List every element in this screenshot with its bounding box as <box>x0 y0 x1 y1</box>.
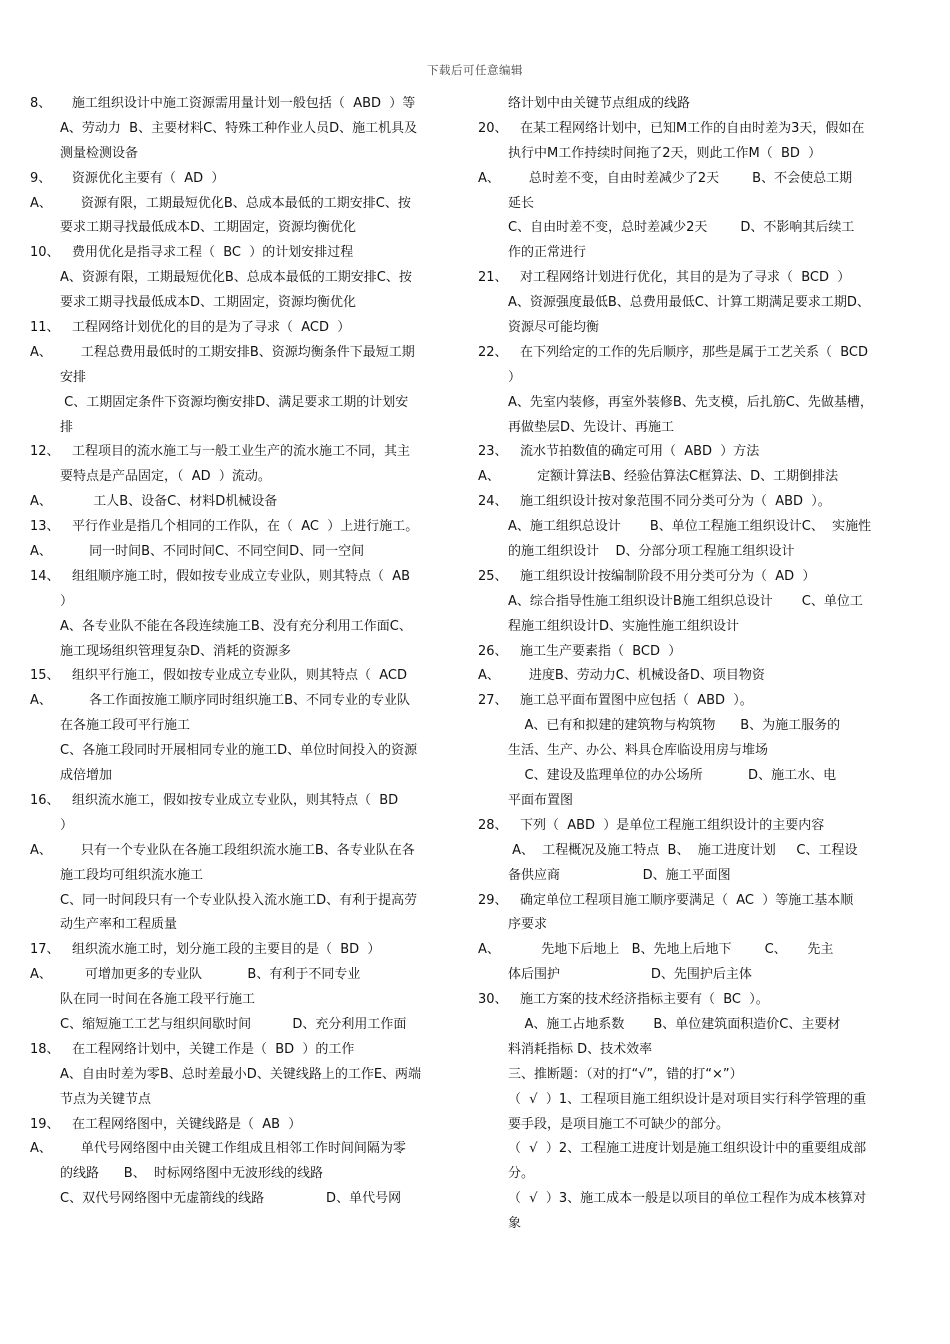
text-line: A、 同一时间B、不同时间C、不同空间D、同一空间 <box>30 544 365 560</box>
text-line: 20、 在某工程网络计划中，已知M工作的自由时差为3天，假如在 <box>478 120 865 136</box>
text-line: A、 总时差不变，自由时差减少了2天 B、不会使总工期 <box>478 170 853 186</box>
text-line: 29、 确定单位工程项目施工顺序要满足（ AC ）等施工基本顺 <box>478 892 854 908</box>
text-line: 备供应商 D、施工平面图 <box>508 867 731 883</box>
text-line: A、 只有一个专业队在各施工段组织流水施工B、各专业队在各 <box>30 842 415 858</box>
text-line: 要求工期寻找最低成本D、工期固定，资源均衡优化 <box>60 295 357 311</box>
text-line: A、先室内装修，再室外装修B、先支模，后扎筋C、先做基槽， <box>508 394 873 410</box>
text-line: A、 工人B、设备C、材料D机械设备 <box>30 494 278 510</box>
text-line: 生活、生产、办公、料具仓库临设用房与堆场 <box>508 743 769 759</box>
text-line: A、 进度B、劳动力C、机械设备D、项目物资 <box>478 668 765 684</box>
text-line: A、 定额计算法B、经验估算法C框算法、D、工期倒排法 <box>478 469 839 485</box>
text-line: 延长 <box>508 195 535 211</box>
text-line: A、各专业队不能在各段连续施工B、没有充分利用工作面C、 <box>60 618 412 634</box>
text-line: 象 <box>508 1216 522 1232</box>
text-line: C、建设及监理单位的办公场所 D、施工水、电 <box>508 768 837 784</box>
text-line: 再做垫层D、先设计、再施工 <box>508 419 675 435</box>
text-line: A、 先地下后地上 B、先地上后地下 C、 先主 <box>478 942 834 958</box>
text-line: 17、 组织流水施工时，划分施工段的主要目的是（ BD ） <box>30 942 381 958</box>
text-line: 安排 <box>60 369 87 385</box>
text-line: 体后围护 D、先围护后主体 <box>508 967 752 983</box>
text-line: （ √ ）1、工程项目施工组织设计是对项目实行科学管理的重 <box>508 1091 867 1107</box>
text-line: A、自由时差为零B、总时差最小D、关键线路上的工作E、两端 <box>60 1066 422 1082</box>
text-line: 26、 施工生产要素指（ BCD ） <box>478 643 682 659</box>
text-line: 平面布置图 <box>508 792 574 808</box>
text-line: 执行中M工作持续时间拖了2天，则此工作M（ BD ） <box>508 145 822 161</box>
text-line: 12、 工程项目的流水施工与一般工业生产的流水施工不同，其主 <box>30 444 410 460</box>
text-line: 13、 平行作业是指几个相同的工作队，在（ AC ）上进行施工。 <box>30 519 419 535</box>
text-line: 27、 施工总平面布置图中应包括（ ABD ）。 <box>478 693 753 709</box>
text-line: A、施工组织总设计 B、单位工程施工组织设计C、 实施性 <box>508 519 872 535</box>
text-line: C、双代号网络图中无虚箭线的线路 D、单代号网 <box>60 1191 402 1207</box>
text-line: 11、 工程网络计划优化的目的是为了寻求（ ACD ） <box>30 320 351 336</box>
text-line: 30、 施工方案的技术经济指标主要有（ BC ）。 <box>478 992 769 1008</box>
text-line: A、 单代号网络图中由关键工作组成且相邻工作时间间隔为零 <box>30 1141 406 1157</box>
text-line: 动生产率和工程质量 <box>60 917 178 933</box>
text-line: A、 各工作面按施工顺序同时组织施工B、不同专业的专业队 <box>30 693 411 709</box>
text-line: A、资源有限，工期最短优化B、总成本最低的工期安排C、按 <box>60 270 412 286</box>
text-line: 22、 在下列给定的工作的先后顺序，那些是属于工艺关系（ BCD <box>478 344 868 360</box>
left-column <box>30 92 440 1212</box>
text-line: 的线路 B、 时标网络图中无波形线的线路 <box>60 1166 323 1182</box>
text-line: 测量检测设备 <box>60 145 139 161</box>
text-line: 18、 在工程网络计划中，关键工作是（ BD ）的工作 <box>30 1041 355 1057</box>
text-line: 21、 对工程网络计划进行优化，其目的是为了寻求（ BCD ） <box>478 270 851 286</box>
text-line: C、各施工段同时开展相同专业的施工D、单位时间投入的资源 <box>60 743 418 759</box>
text-line: A、 工程概况及施工特点 B、 施工进度计划 C、工程设 <box>508 842 858 858</box>
text-line: 9、 资源优化主要有（ AD ） <box>30 170 225 186</box>
text-line: 23、 流水节拍数值的确定可用（ ABD ）方法 <box>478 444 760 460</box>
text-line: 14、 组组顺序施工时，假如按专业成立专业队，则其特点（ AB <box>30 568 411 584</box>
text-line: （ √ ）3、施工成本一般是以项目的单位工程作为成本核算对 <box>508 1191 867 1207</box>
text-line: 的施工组织设计 D、分部分项工程施工组织设计 <box>508 544 795 560</box>
text-line: ） <box>508 369 522 385</box>
text-line: 要求工期寻找最低成本D、工期固定，资源均衡优化 <box>60 220 357 236</box>
text-line: A、资源强度最低B、总费用最低C、计算工期满足要求工期D、 <box>508 295 870 311</box>
text-line: A、 资源有限，工期最短优化B、总成本最低的工期安排C、按 <box>30 195 411 211</box>
text-line: 要特点是产品固定，（ AD ）流动。 <box>60 469 271 485</box>
text-line: 成倍增加 <box>60 768 113 784</box>
text-line: 络计划中由关键节点组成的线路 <box>508 96 691 111</box>
text-line: ） <box>60 593 74 609</box>
text-line: C、工期固定条件下资源均衡安排D、满足要求工期的计划安 <box>60 394 409 410</box>
right-column <box>478 92 910 1237</box>
text-line: 8、 施工组织设计中施工资源需用量计划一般包括（ ABD ）等 <box>30 96 416 111</box>
text-line: 作的正常进行 <box>508 245 587 261</box>
text-line: 序要求 <box>508 917 548 933</box>
text-line: 程施工组织设计D、实施性施工组织设计 <box>508 618 740 634</box>
text-line: C、自由时差不变，总时差减少2天 D、不影响其后续工 <box>508 220 855 236</box>
text-line: （ √ ）2、工程施工进度计划是施工组织设计中的重要组成部 <box>508 1141 867 1157</box>
text-line: A、 工程总费用最低时的工期安排B、资源均衡条件下最短工期 <box>30 344 415 360</box>
text-line: 料消耗指标 D、技术效率 <box>508 1041 653 1057</box>
text-line: A、综合指导性施工组织设计B施工组织总设计 C、单位工 <box>508 593 863 609</box>
text-line: 排 <box>60 419 74 435</box>
text-line: 19、 在工程网络图中，关键线路是（ AB ） <box>30 1116 302 1132</box>
text-line: 16、 组织流水施工，假如按专业成立专业队，则其特点（ BD <box>30 792 399 808</box>
text-line: C、缩短施工工艺与组织间歇时间 D、充分利用工作面 <box>60 1016 407 1032</box>
text-line: 在各施工段可平行施工 <box>60 718 191 734</box>
text-line: 25、 施工组织设计按编制阶段不用分类可分为（ AD ） <box>478 568 816 584</box>
text-line: C、同一时间段只有一个专业队投入流水施工D、有利于提高劳 <box>60 892 418 908</box>
text-line: 施工现场组织管理复杂D、消耗的资源多 <box>60 643 292 659</box>
text-line: A、已有和拟建的建筑物与构筑物 B、为施工服务的 <box>508 718 841 734</box>
text-line: 10、 费用优化是指寻求工程（ BC ）的计划安排过程 <box>30 245 354 261</box>
text-line: 队在同一时间在各施工段平行施工 <box>60 992 256 1008</box>
text-line: A、 可增加更多的专业队 B、有利于不同专业 <box>30 967 361 983</box>
text-line: 节点为关键节点 <box>60 1091 152 1107</box>
text-line: 要手段，是项目施工不可缺少的部分。 <box>508 1116 730 1132</box>
text-line: 资源尽可能均衡 <box>508 320 600 336</box>
text-line: 三、推断题：（对的打“√”，错的打“×”） <box>508 1066 743 1082</box>
text-line: 15、 组织平行施工，假如按专业成立专业队，则其特点（ ACD <box>30 668 407 684</box>
text-line: 分。 <box>508 1166 535 1182</box>
text-line: 28、 下列（ ABD ）是单位工程施工组织设计的主要内容 <box>478 817 825 833</box>
text-line: A、劳动力 B、主要材料C、特殊工种作业人员D、施工机具及 <box>60 120 418 136</box>
page-header: 下载后可任意编辑 <box>427 63 523 77</box>
text-line: 24、 施工组织设计按对象范围不同分类可分为（ ABD ）。 <box>478 494 831 510</box>
text-line: A、施工占地系数 B、单位建筑面积造价C、主要材 <box>508 1016 841 1032</box>
text-line: ） <box>60 817 74 833</box>
text-line: 施工段均可组织流水施工 <box>60 867 204 883</box>
